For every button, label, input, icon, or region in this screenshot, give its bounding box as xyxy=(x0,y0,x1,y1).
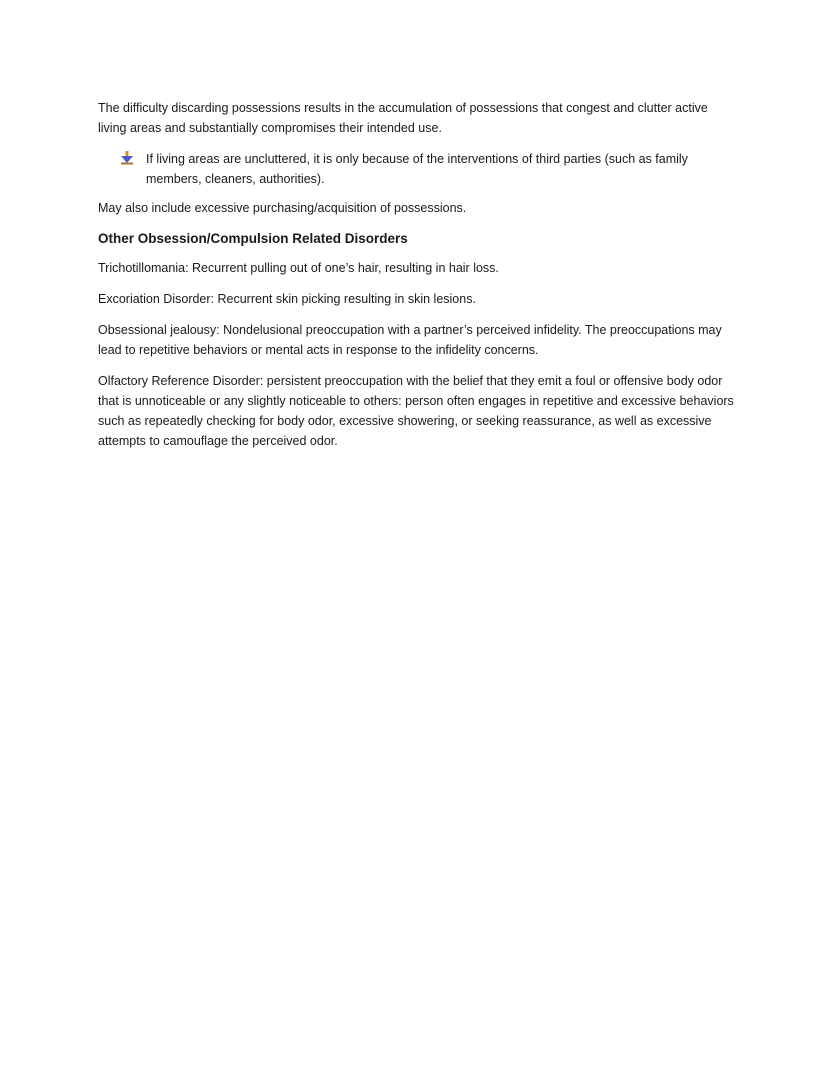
bullet-item xyxy=(120,149,738,189)
intro-paragraph: The difficulty discarding possessions results in the accumulation of possessions that congest and clutter active living areas and substantially compromises their intended use. xyxy=(98,101,708,135)
acquisition-paragraph: May also include excessive purchasing/acquisition of possessions. xyxy=(98,201,467,215)
olfactory-reference-paragraph: Olfactory Reference Disorder: persistent preoccupation with the belief that they emit a foul or offensive body odor that is unnoticeable or any slightly noticeable to others: person often engages in repetitive and excessive behaviors such as repeatedly checking for body odor, excessive showering, or seeking reassurance, as well as excessive attempts to camouflage the perceived odor. xyxy=(98,374,734,448)
excoriation-paragraph: Excoriation Disorder: Recurrent skin picking resulting in skin lesions. xyxy=(98,292,476,306)
obsessional-jealousy-paragraph: Obsessional jealousy: Nondelusional preoccupation with a partner’s perceived infidelity. The preoccupations may lead to repetitive behaviors or mental acts in response to the infidelity concerns. xyxy=(98,323,722,357)
section-heading: Other Obsession/Compulsion Related Disorders xyxy=(98,231,408,246)
bullet-text: If living areas are uncluttered, it is only because of the interventions of third parties (such as family members, cleaners, authorities). xyxy=(146,152,688,186)
arrow-down-bullet-icon xyxy=(120,149,146,169)
document-page xyxy=(98,98,738,462)
trichotillomania-paragraph: Trichotillomania: Recurrent pulling out of one’s hair, resulting in hair loss. xyxy=(98,261,499,275)
